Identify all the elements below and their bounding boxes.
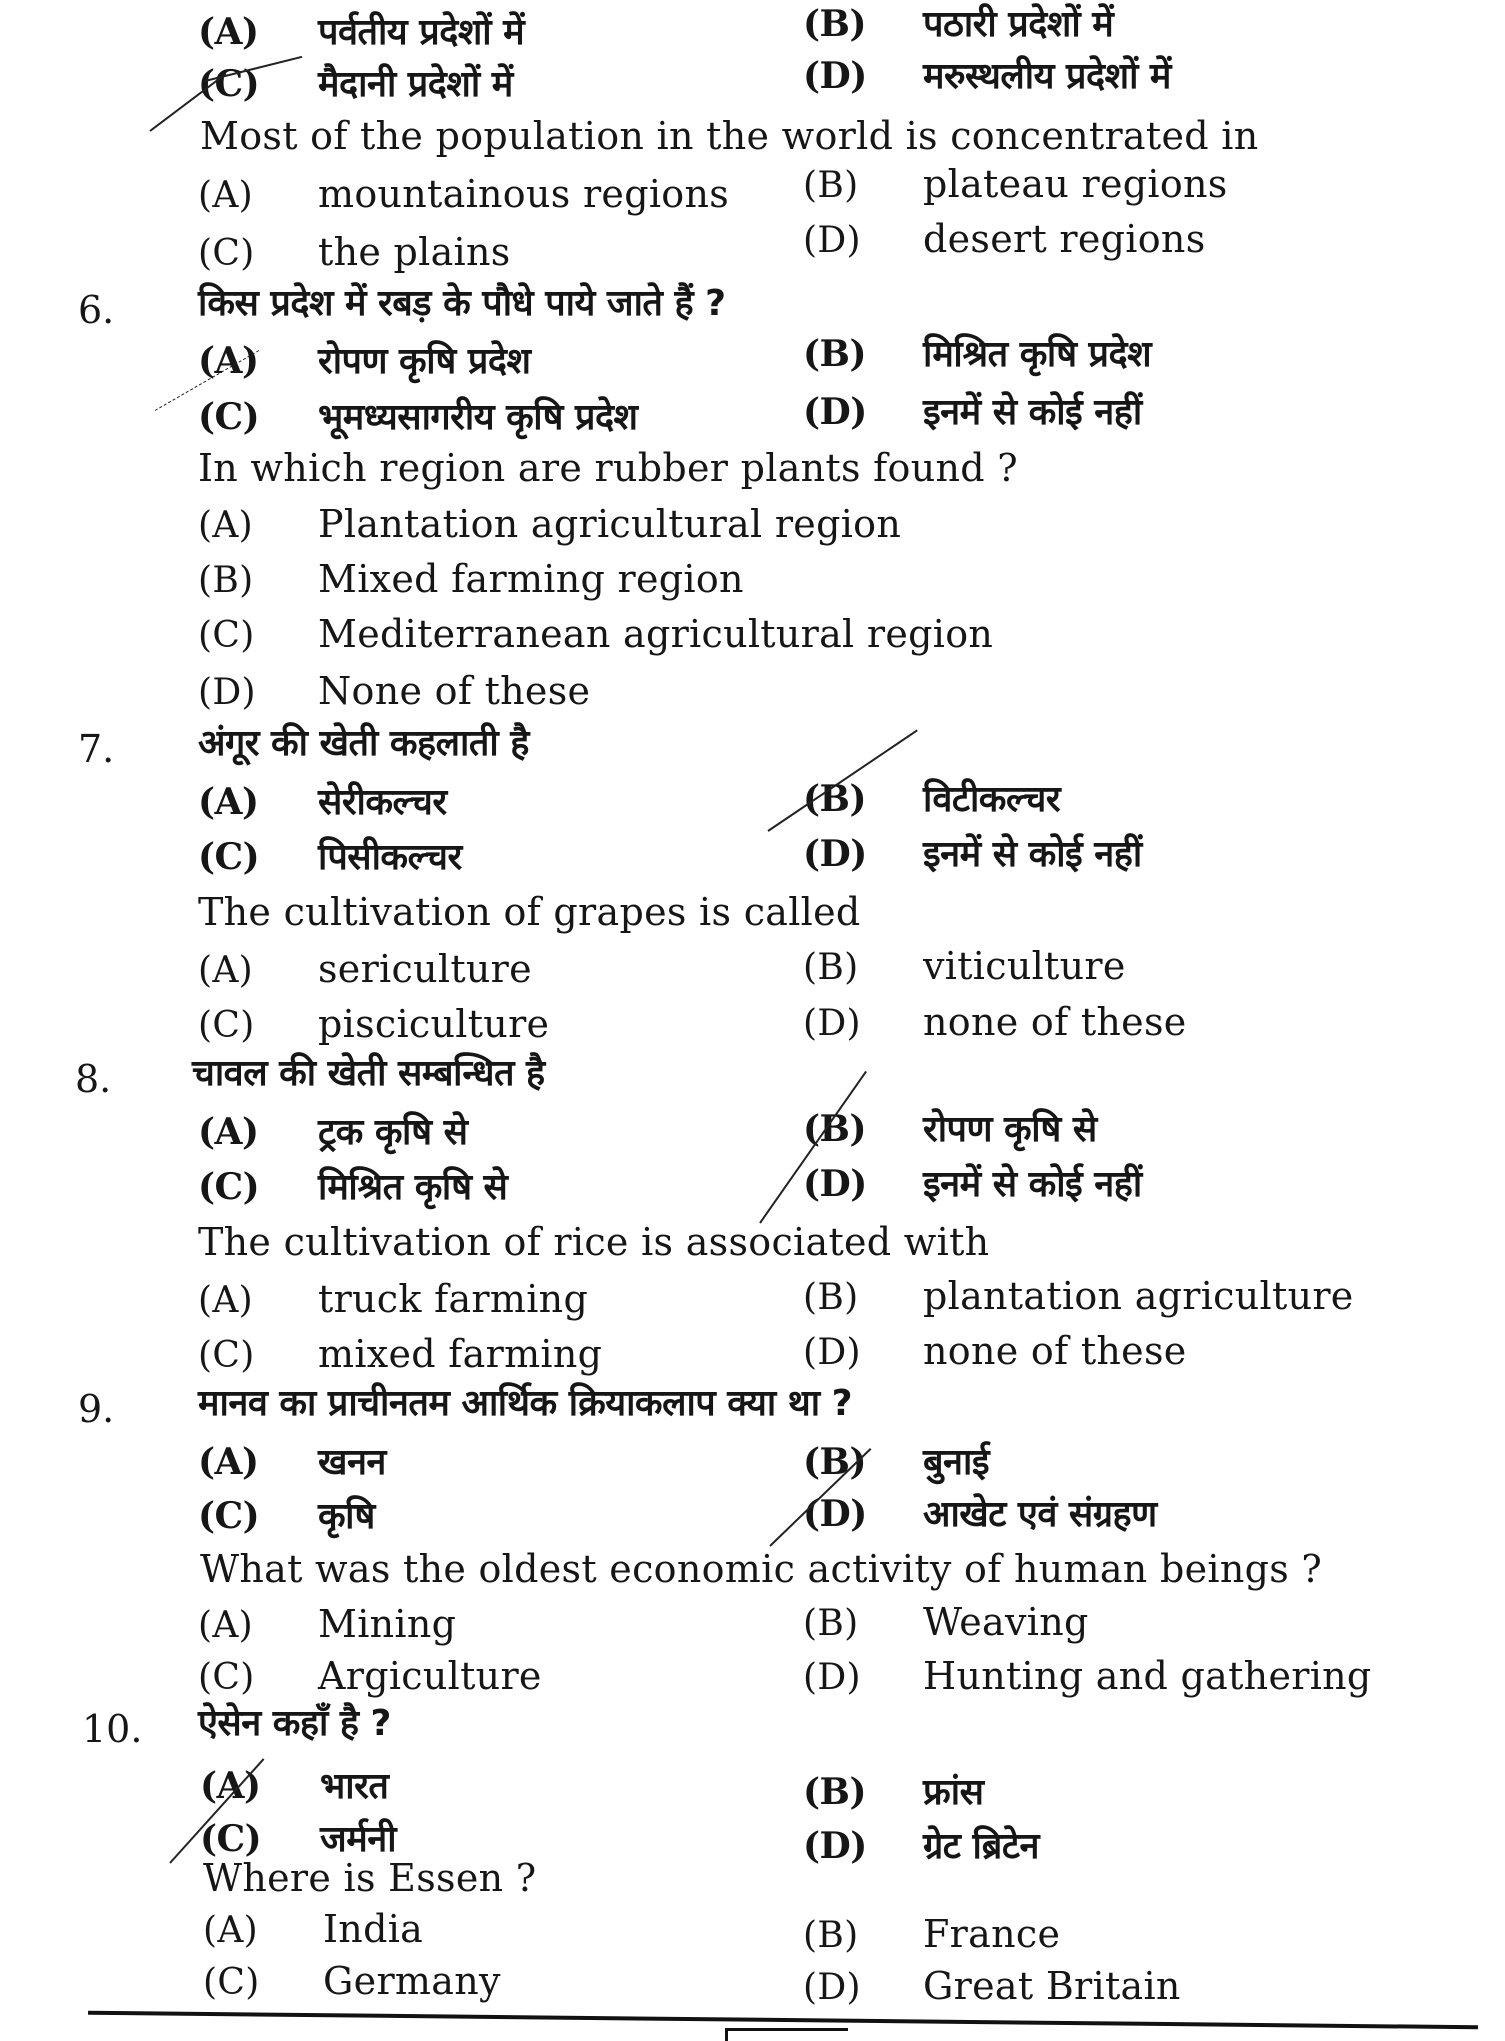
q7-number: 7. [78, 727, 115, 771]
q6-number: 6. [78, 288, 115, 332]
q8-hi-option-a: (A) ट्रक कृषि से [198, 1111, 468, 1153]
q8-en-option-b: (B) plantation agriculture [803, 1274, 1354, 1318]
q6-english-text: In which region are rubber plants found ? [198, 446, 1018, 490]
q8-en-option-a: (A) truck farming [198, 1277, 589, 1321]
q5-hi-option-d: (D) मरुस्थलीय प्रदेशों में [803, 55, 1171, 97]
q8-number: 8. [75, 1057, 112, 1101]
q9-en-option-a: (A) Mining [198, 1602, 457, 1646]
q5-en-option-a: (A) mountainous regions [198, 172, 730, 216]
q6-en-option-c: (C) Mediterranean agricultural region [198, 612, 994, 656]
q7-en-option-d: (D) none of these [803, 1000, 1187, 1044]
q10-en-option-c: (C) Germany [203, 1959, 501, 2003]
q5-hi-option-b: (B) पठारी प्रदेशों में [803, 3, 1114, 45]
q8-hindi-text: चावल की खेती सम्बन्धित है [192, 1053, 545, 1094]
q7-hi-option-a: (A) सेरीकल्चर [198, 781, 447, 823]
q5-en-option-b: (B) plateau regions [803, 162, 1228, 206]
q7-hi-option-d: (D) इनमें से कोई नहीं [803, 833, 1142, 875]
q7-en-option-c: (C) pisciculture [198, 1002, 550, 1046]
q10-en-option-b: (B) France [803, 1912, 1061, 1956]
q8-en-option-d: (D) none of these [803, 1329, 1187, 1373]
q10-hi-option-d: (D) ग्रेट ब्रिटेन [803, 1825, 1039, 1867]
q9-number: 9. [78, 1387, 115, 1431]
q10-en-option-a: (A) India [203, 1907, 424, 1951]
q9-hi-option-d: (D) आखेट एवं संग्रहण [803, 1493, 1157, 1535]
q10-hi-option-a: (A) भारत [200, 1765, 389, 1807]
q5-hi-option-a: (A) पर्वतीय प्रदेशों में [198, 11, 525, 53]
q9-hindi-text: मानव का प्राचीनतम आर्थिक क्रियाकलाप क्या था ? [198, 1383, 853, 1424]
q7-en-option-a: (A) sericulture [198, 947, 532, 991]
q8-hi-option-b: (B) रोपण कृषि से [803, 1108, 1097, 1150]
q9-en-option-d: (D) Hunting and gathering [803, 1654, 1372, 1698]
q9-en-option-b: (B) Weaving [803, 1600, 1089, 1644]
q5-en-option-c: (C) the plains [198, 230, 511, 274]
q10-en-option-d: (D) Great Britain [803, 1964, 1181, 2008]
q7-english-text: The cultivation of grapes is called [198, 890, 861, 934]
q6-hi-option-b: (B) मिश्रित कृषि प्रदेश [803, 333, 1152, 375]
q6-hi-option-d: (D) इनमें से कोई नहीं [803, 391, 1142, 433]
q9-en-option-c: (C) Argiculture [198, 1654, 542, 1698]
q7-en-option-b: (B) viticulture [803, 944, 1126, 988]
q7-hindi-text: अंगूर की खेती कहलाती है [198, 723, 529, 764]
page-bottom-rule [88, 2011, 1478, 2030]
q9-hi-option-c: (C) कृषि [198, 1495, 375, 1537]
q7-hi-option-c: (C) पिसीकल्चर [198, 836, 462, 878]
q10-hindi-text: ऐसेन कहाँ है ? [198, 1703, 391, 1744]
q10-number: 10. [82, 1707, 143, 1751]
q5-en-option-d: (D) desert regions [803, 217, 1206, 261]
q10-hi-option-c: (C) जर्मनी [200, 1818, 397, 1860]
q9-english-text: What was the oldest economic activity of human beings ? [200, 1547, 1323, 1591]
q10-hi-option-b: (B) फ्रांस [803, 1771, 984, 1813]
page-footer-box [725, 2028, 848, 2041]
q5-hi-option-c: (C) मैदानी प्रदेशों में [198, 63, 513, 105]
q6-en-option-a: (A) Plantation agricultural region [198, 502, 902, 546]
q9-hi-option-a: (A) खनन [198, 1441, 386, 1483]
q6-hi-option-a: (A) रोपण कृषि प्रदेश [198, 340, 531, 382]
q9-hi-option-b: (B) बुनाई [803, 1441, 990, 1483]
q7-hi-option-b: (B) विटीकल्चर [803, 778, 1061, 820]
q8-english-text: The cultivation of rice is associated with [198, 1220, 990, 1264]
q6-hindi-text: किस प्रदेश में रबड़ के पौधे पाये जाते हैं ? [198, 283, 726, 324]
q5-english-text: Most of the population in the world is concentrated in [200, 114, 1259, 158]
q8-hi-option-d: (D) इनमें से कोई नहीं [803, 1163, 1142, 1205]
q8-en-option-c: (C) mixed farming [198, 1332, 603, 1376]
q6-en-option-b: (B) Mixed farming region [198, 557, 744, 601]
q6-en-option-d: (D) None of these [198, 669, 591, 713]
q10-english-text: Where is Essen ? [203, 1856, 537, 1900]
q8-hi-option-c: (C) मिश्रित कृषि से [198, 1166, 508, 1208]
q6-hi-option-c: (C) भूमध्यसागरीय कृषि प्रदेश [198, 396, 638, 438]
